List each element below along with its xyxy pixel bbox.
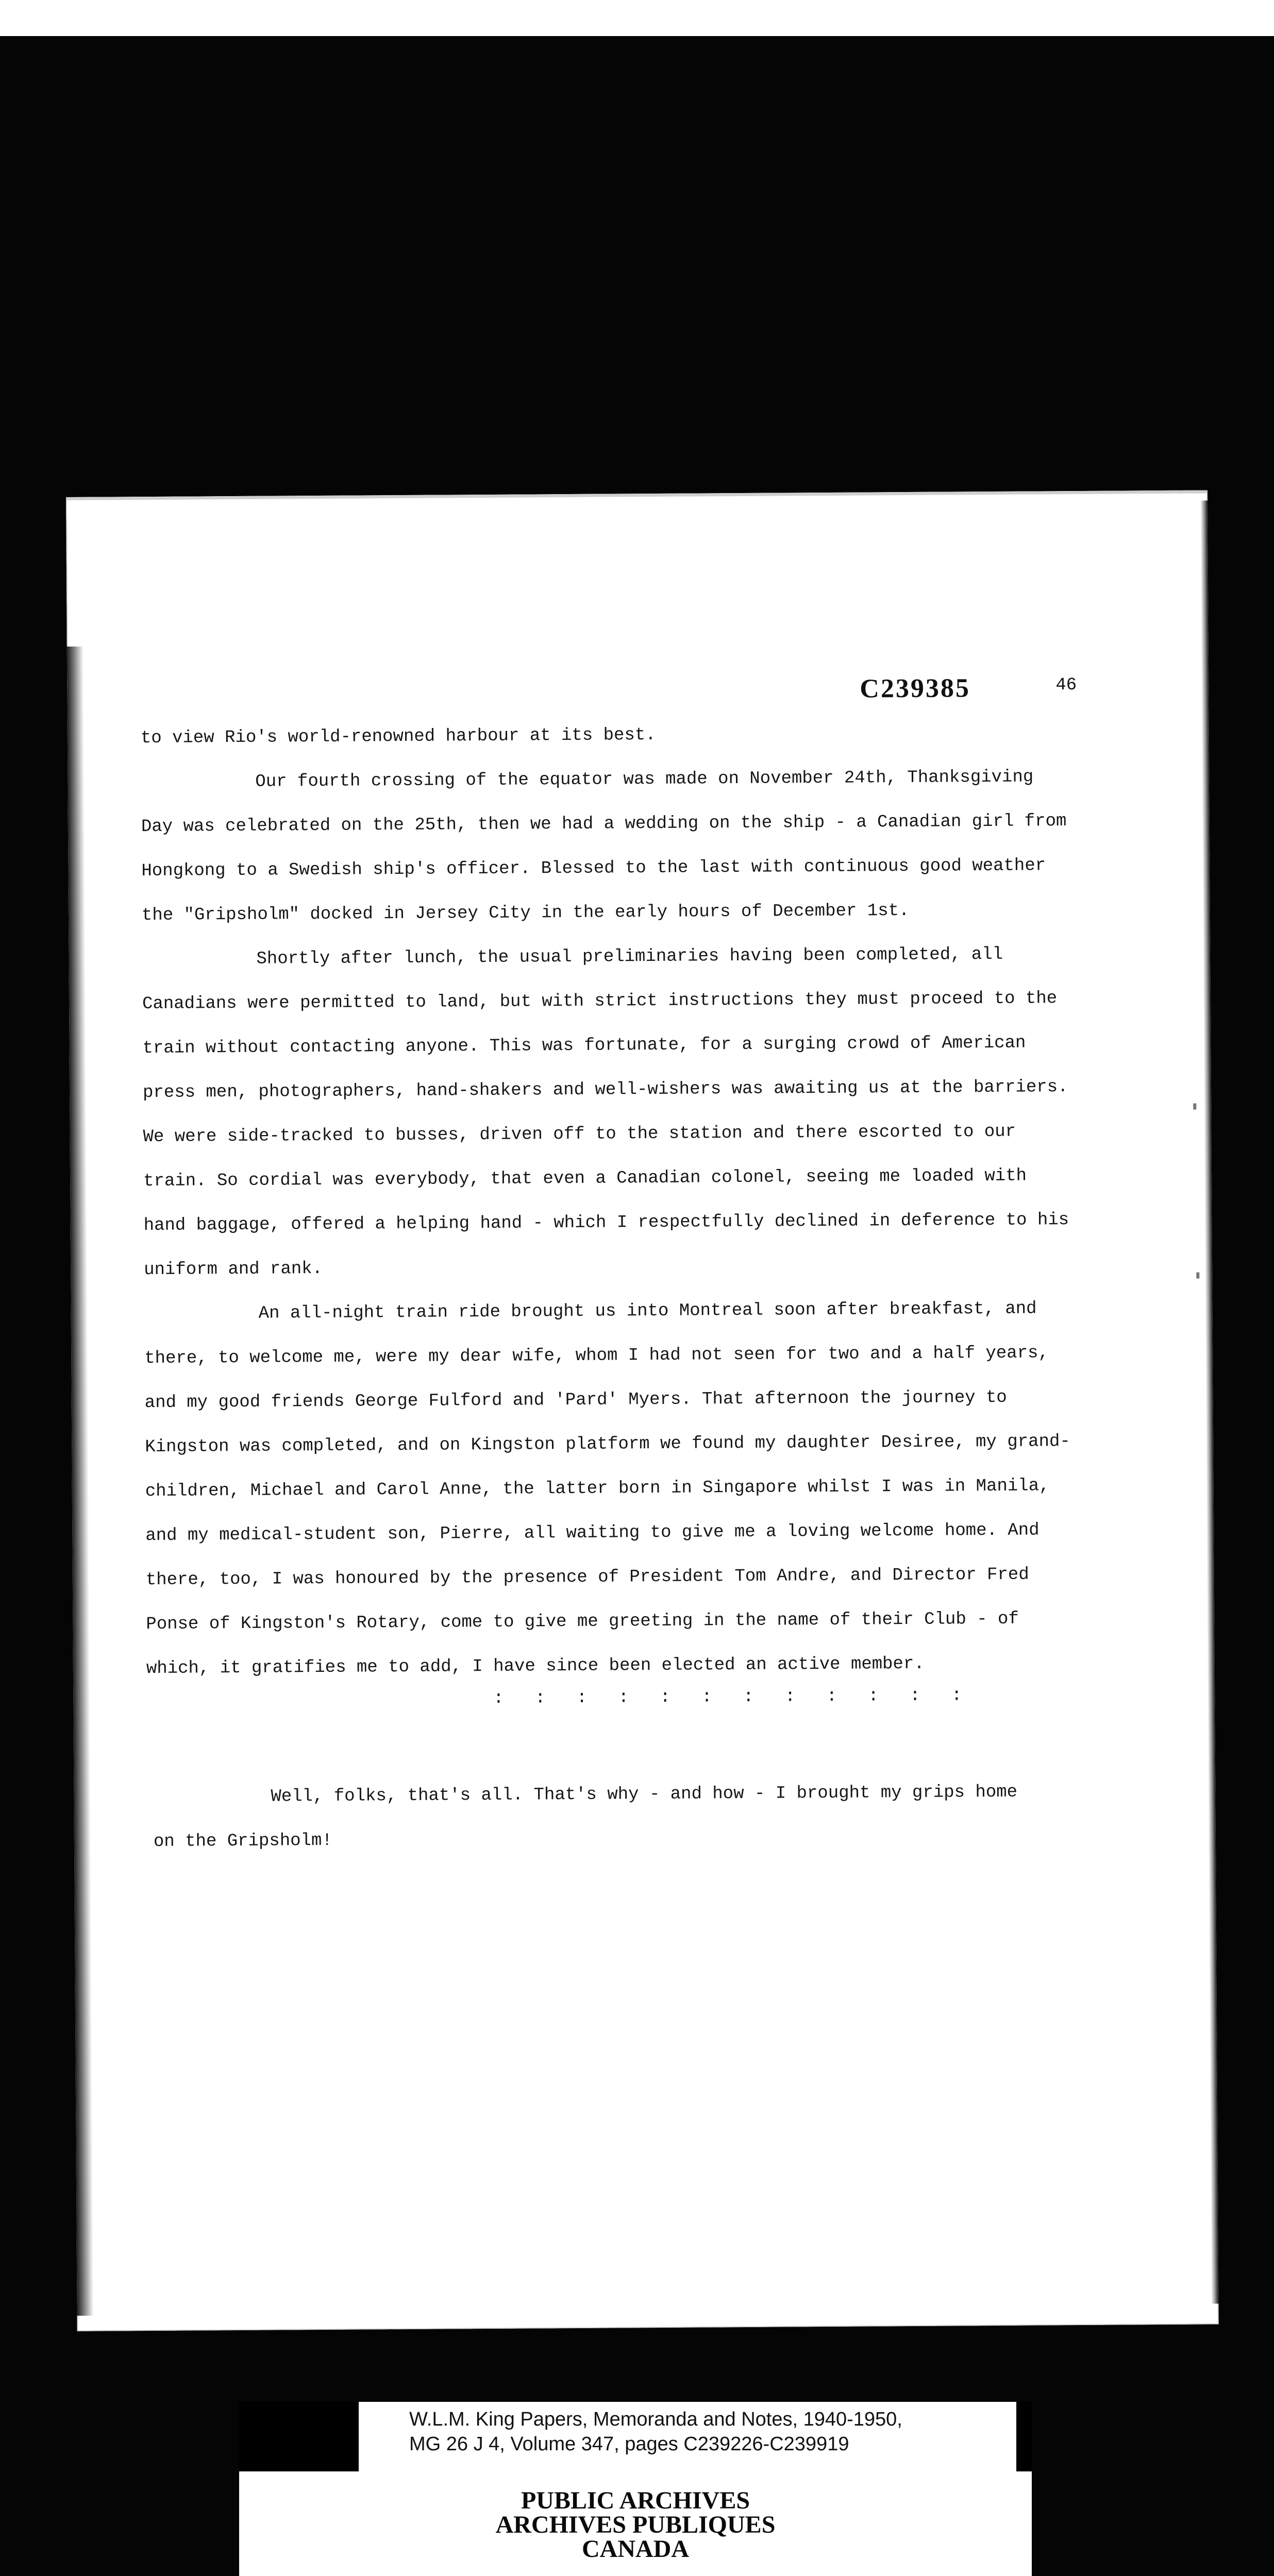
closing-line: Well, folks, that's all. That's why - and how - I brought my grips home: [271, 1782, 1018, 1807]
archive-reference: [409, 2407, 902, 2456]
section-separator: : : : : : : : : : : : :: [493, 1686, 973, 1708]
typed-line: We were side-tracked to busses, driven off to the station and there escorted to our: [143, 1122, 1016, 1147]
footer-black-block: [239, 2402, 359, 2471]
typed-line: Kingston was completed, and on Kingston platform we found my daughter Desiree, my grand-: [145, 1432, 1070, 1458]
typed-line: Canadians were permitted to land, but with strict instructions they must proceed to the: [142, 989, 1058, 1014]
page-number: 46: [1055, 675, 1077, 696]
typed-line: uniform and rank.: [144, 1259, 323, 1280]
typed-line: Our fourth crossing of the equator was made on November 24th, Thanksgiving: [255, 767, 1034, 792]
margin-mark: [1193, 1104, 1196, 1110]
document-page: [66, 490, 1219, 2331]
typed-line: press men, photographers, hand-shakers and well-wishers was awaiting us at the barriers.: [142, 1077, 1068, 1103]
archive-reference-line: W.L.M. King Papers, Memoranda and Notes, 1940-1950,: [409, 2409, 902, 2430]
page-top-edge: [66, 490, 1208, 500]
typed-line: and my good friends George Fulford and 'Pard' Myers. That afternoon the journey to: [144, 1387, 1007, 1413]
typed-line: and my medical-student son, Pierre, all waiting to give me a loving welcome home. And: [145, 1520, 1040, 1546]
archive-stamp-line: ARCHIVES PUBLIQUES: [495, 2511, 776, 2538]
typed-line: Day was celebrated on the 25th, then we had a wedding on the ship - a Canadian girl from: [141, 811, 1067, 837]
footer-black-bar: [1016, 2402, 1032, 2471]
document-number: C239385: [860, 673, 971, 704]
typed-line: train. So cordial was everybody, that even a Canadian colonel, seeing me loaded with: [143, 1166, 1027, 1192]
archive-footer: [239, 2402, 1032, 2576]
margin-mark: [1196, 1273, 1199, 1279]
typed-line: there, to welcome me, were my dear wife, whom I had not seen for two and a half years,: [144, 1343, 1049, 1369]
archive-stamp-line: CANADA: [582, 2535, 689, 2563]
archive-stamp: [239, 2488, 1032, 2561]
typed-line: Shortly after lunch, the usual preliminaries having been completed, all: [256, 944, 1003, 969]
typed-line: children, Michael and Carol Anne, the latter born in Singapore whilst I was in Manila,: [145, 1476, 1050, 1502]
typed-line: An all-night train ride brought us into Montreal soon after breakfast, and: [258, 1299, 1037, 1324]
typed-line: there, too, I was honoured by the presence of President Tom Andre, and Director Fred: [145, 1565, 1029, 1590]
typed-line: which, it gratifies me to add, I have since been elected an active member.: [146, 1654, 925, 1679]
typed-line: Hongkong to a Swedish ship's officer. Blessed to the last with continuous good weather: [141, 856, 1046, 882]
archive-reference-line: MG 26 J 4, Volume 347, pages C239226-C239919: [409, 2433, 849, 2455]
typed-line: Ponse of Kingston's Rotary, come to give me greeting in the name of their Club - of: [146, 1609, 1019, 1635]
page-left-shadow: [67, 647, 94, 2316]
archive-stamp-line: PUBLIC ARCHIVES: [521, 2487, 750, 2514]
typed-line: train without contacting anyone. This was fortunate, for a surging crowd of American: [142, 1033, 1026, 1059]
scan-background: [0, 36, 1274, 2576]
closing-line: on the Gripsholm!: [153, 1831, 332, 1852]
typed-line: to view Rio's world-renowned harbour at its best.: [140, 725, 656, 749]
typed-line: the "Gripsholm" docked in Jersey City in the early hours of December 1st.: [141, 901, 910, 926]
typed-line: hand baggage, offered a helping hand - which I respectfully declined in deference to his: [143, 1210, 1069, 1236]
page-right-shadow: [1200, 500, 1218, 2303]
